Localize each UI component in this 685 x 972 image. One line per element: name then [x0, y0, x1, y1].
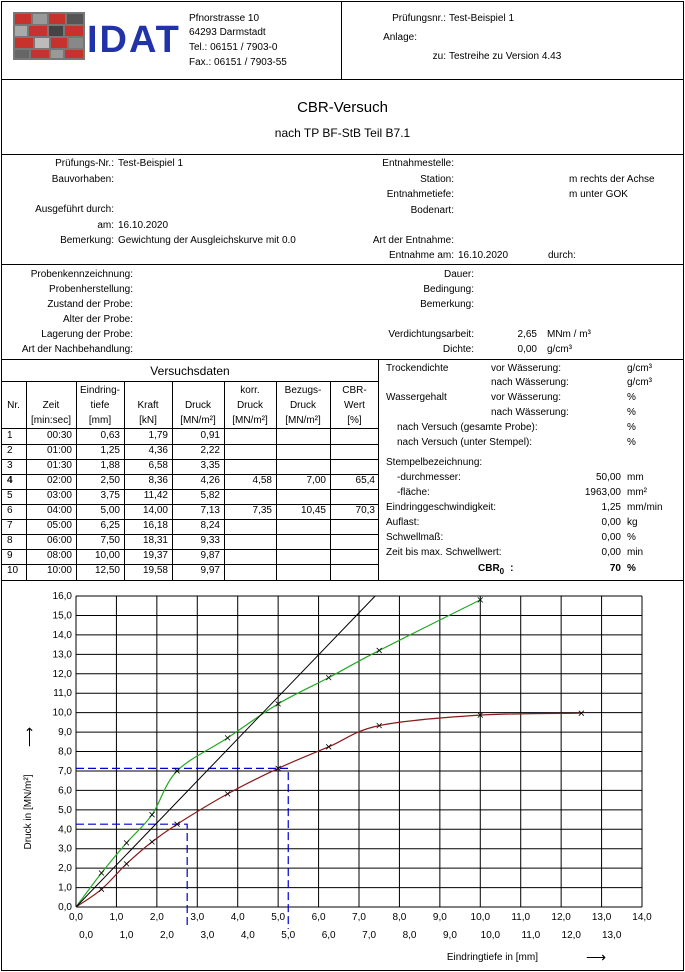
x-tick-label: 2,0: [149, 912, 164, 923]
table-header-cell: [mm]: [88, 415, 112, 426]
flaeche-value: 1963,00: [584, 487, 621, 498]
art-entnahme-label: Art der Entnahme:: [372, 235, 454, 246]
y-tick-label: 4,0: [58, 824, 72, 836]
bodenart-label: Bodenart:: [410, 205, 454, 216]
schwellmass-value: 0,00: [601, 532, 621, 543]
table-row-number: 4: [7, 475, 13, 486]
series-bezugskurve-point: [124, 840, 129, 845]
company-street: Pfnorstrasse 10: [189, 13, 260, 24]
table-row-number: 2: [7, 445, 13, 456]
y-tick-label: 15,0: [52, 610, 72, 622]
table-header-cell: [min:sec]: [30, 415, 71, 426]
x-tick-label: 13,0: [591, 912, 612, 923]
cbr-chart: [0, 580, 685, 970]
y-tick-label: 8,0: [58, 746, 72, 758]
x-tick-label: 9,0: [432, 912, 447, 923]
table-cell: 5,82: [200, 490, 220, 501]
table-cell: 0,91: [200, 430, 220, 441]
station-unit: m rechts der Achse: [569, 174, 655, 185]
x-tick-label-shifted: 9,0: [443, 930, 457, 941]
table-cell: 0,63: [100, 430, 120, 441]
y-tick-label: 14,0: [52, 629, 72, 641]
logo-mosaic-icon: [13, 12, 85, 60]
table-row-number: 1: [7, 430, 13, 441]
table-cell: 70,3: [355, 505, 375, 516]
x-tick-label: 14,0: [632, 912, 652, 923]
table-cell: 9,97: [200, 565, 220, 576]
table-cell: 11,42: [143, 490, 168, 501]
x-tick-label-shifted: 10,0: [480, 930, 501, 941]
table-row-number: 9: [7, 550, 13, 561]
x-tick-label-shifted: 11,0: [521, 930, 541, 941]
x-tick-label-shifted: 4,0: [240, 930, 255, 941]
cbr-subscript: 0: [499, 567, 505, 576]
table-cell: 6,25: [100, 520, 120, 531]
y-tick-label: 2,0: [58, 863, 72, 875]
zu-value: Testreihe zu Version 4.43: [449, 51, 562, 62]
y-tick-label: 9,0: [58, 727, 72, 739]
y-tick-label: 5,0: [58, 804, 72, 816]
table-cell: 7,35: [252, 505, 272, 516]
series-messwerte-point: [225, 791, 230, 796]
cbr-label: $CBR_0$ :: [478, 563, 514, 576]
zu-label: zu:: [432, 51, 446, 62]
dichte-label: Dichte:: [442, 344, 474, 355]
versuchsdaten-title: Versuchsdaten: [150, 364, 230, 378]
bauvorhaben-label: Bauvorhaben:: [51, 174, 114, 185]
table-cell: 04:00: [46, 505, 72, 516]
probenherstellung-label: Probenherstellung:: [49, 284, 133, 295]
wassergehalt-nach-unit: %: [627, 407, 636, 418]
table-row-number: 10: [7, 565, 19, 576]
entnahmestelle-label: Entnahmestelle:: [382, 158, 454, 169]
bemerkung-value: Gewichtung der Ausgleichskurve mit 0.0: [118, 235, 296, 246]
table-header-cell: tiefe: [90, 400, 110, 411]
table-cell: 2,22: [200, 445, 220, 456]
table-cell: 19,58: [142, 565, 168, 576]
table-cell: 19,37: [142, 550, 168, 561]
table-cell: 3,35: [200, 460, 220, 471]
durchmesser-unit: mm: [627, 472, 644, 483]
y-tick-label: 6,0: [58, 785, 72, 797]
table-header-cell: Kraft: [137, 400, 159, 411]
table-cell: 16,18: [142, 520, 168, 531]
x-tick-label-shifted: 3,0: [200, 930, 215, 941]
geschwindigkeit-label: Eindringgeschwindigkeit:: [386, 502, 497, 513]
table-header-cell: [MN/m²]: [285, 415, 321, 426]
table-cell: 1,79: [148, 430, 168, 441]
table-cell: 7,13: [200, 505, 220, 516]
nachbehandlung-label: Art der Nachbehandlung:: [21, 344, 133, 355]
table-cell: 4,36: [148, 445, 168, 456]
table-cell: 10:00: [46, 565, 72, 576]
zustand-label: Zustand der Probe:: [47, 299, 133, 310]
x-tick-label-shifted: 13,0: [601, 930, 622, 941]
y-axis-label: Druck in [MN/m²]: [23, 774, 34, 850]
table-row-number: 7: [7, 520, 13, 531]
x-axis-label: Eindringtiefe in [mm]: [446, 952, 538, 963]
table-cell: 8,36: [148, 475, 168, 486]
company-city: 64293 Darmstadt: [189, 27, 266, 38]
table-cell: 10,00: [94, 550, 120, 561]
geschwindigkeit-unit: mm/min: [627, 502, 663, 513]
table-header-cell: [kN]: [139, 415, 157, 426]
table-header-cell: Zeit: [42, 400, 60, 411]
table-cell: 2,50: [100, 475, 120, 486]
table-cell: 00:30: [46, 430, 72, 441]
cbr-unit: %: [627, 563, 636, 574]
title-main: CBR-Versuch: [297, 99, 388, 116]
wassergehalt-nach-label: nach Wässerung:: [491, 407, 569, 418]
wassergehalt-vor-label: vor Wässerung:: [491, 392, 562, 403]
am-label: am:: [97, 220, 114, 231]
am-value: 16.10.2020: [118, 220, 169, 231]
durch-label: durch:: [548, 250, 576, 261]
table-row-number: 5: [7, 490, 13, 501]
entnahmetiefe-label: Entnahmetiefe:: [386, 189, 454, 200]
x-tick-label: 0,0: [69, 912, 83, 923]
dauer-label: Dauer:: [443, 269, 474, 280]
y-tick-label: 7,0: [58, 765, 72, 777]
durchmesser-label: -durchmesser:: [397, 472, 461, 483]
trockendichte-nach-unit: g/cm³: [627, 377, 652, 388]
wassergehalt-vor-unit: %: [627, 392, 636, 403]
table-cell: 1,88: [100, 460, 120, 471]
table-cell: 9,87: [200, 550, 220, 561]
trockendichte-vor-unit: g/cm³: [627, 363, 652, 374]
x-tick-label-shifted: 2,0: [160, 930, 174, 941]
table-header-cell: Nr.: [7, 400, 20, 411]
wassergehalt-label: Wassergehalt: [386, 392, 447, 403]
schwellmass-unit: %: [627, 532, 636, 543]
table-cell: 10,45: [300, 505, 326, 516]
lagerung-label: Lagerung der Probe:: [41, 329, 133, 340]
table-header-cell: [%]: [347, 415, 362, 426]
table-cell: 8,24: [200, 520, 220, 531]
geschwindigkeit-value: 1,25: [601, 502, 621, 513]
x-tick-label: 5,0: [271, 912, 286, 923]
trockendichte-vor-label: vor Wässerung:: [491, 363, 562, 374]
ausgefuehrt-label: Ausgeführt durch:: [35, 204, 114, 215]
table-header-cell: Eindring-: [79, 385, 121, 396]
table-row-number: 8: [7, 535, 13, 546]
table-cell: 7,00: [306, 475, 326, 486]
table-header-cell: Druck: [236, 400, 264, 411]
table-cell: 9,33: [200, 535, 220, 546]
table-row-number: 3: [7, 460, 13, 471]
x-tick-label: 11,0: [511, 912, 531, 923]
series-messwerte-point: [326, 744, 331, 749]
verdichtungsarbeit-unit: MNm / m³: [547, 329, 591, 340]
table-cell: 03:00: [46, 490, 72, 501]
station-label: Station:: [420, 174, 454, 185]
x-tick-label-shifted: 6,0: [321, 930, 336, 941]
table-cell: 6,58: [148, 460, 168, 471]
x-tick-label-shifted: 8,0: [402, 930, 417, 941]
nach-versuch-unter-label: nach Versuch (unter Stempel):: [397, 437, 533, 448]
zeit-schwell-label: Zeit bis max. Schwellwert:: [386, 547, 502, 558]
probe-bemerkung-label: Bemerkung:: [420, 299, 474, 310]
table-cell: 12,50: [94, 565, 120, 576]
verdichtungsarbeit-value: 2,65: [517, 329, 537, 340]
x-tick-label: 8,0: [392, 912, 407, 923]
dichte-value: 0,00: [517, 344, 537, 355]
x-tick-label: 12,0: [551, 912, 571, 923]
table-cell: 3,75: [100, 490, 120, 501]
y-tick-label: 13,0: [52, 649, 72, 661]
table-cell: 18,31: [142, 535, 168, 546]
x-tick-label-shifted: 1,0: [119, 930, 134, 941]
company-logo: [13, 12, 183, 62]
y-tick-label: 12,0: [52, 668, 72, 680]
table-cell: 14,00: [142, 505, 168, 516]
nach-versuch-gesamt-label: nach Versuch (gesamte Probe):: [397, 422, 538, 433]
x-tick-label-shifted: 7,0: [362, 930, 377, 941]
zeit-schwell-value: 0,00: [601, 547, 621, 558]
table-row-number: 6: [7, 505, 13, 516]
x-axis-arrow-icon: ⟶: [586, 949, 607, 965]
auflast-label: Auflast:: [386, 517, 420, 528]
table-cell: 5,00: [100, 505, 120, 516]
trockendichte-nach-label: nach Wässerung:: [491, 377, 569, 388]
y-tick-label: 11,0: [53, 688, 72, 700]
verdichtungsarbeit-label: Verdichtungsarbeit:: [388, 329, 474, 340]
series-bezugskurve-point: [150, 812, 155, 817]
table-header-cell: korr.: [240, 385, 260, 396]
table-header-cell: Druck: [184, 400, 212, 411]
auflast-unit: kg: [627, 517, 638, 528]
table-header-cell: [MN/m²]: [232, 415, 268, 426]
flaeche-label: -fläche:: [397, 487, 430, 498]
series-messwerte-point: [150, 839, 155, 844]
entnahme-am-label: Entnahme am:: [388, 250, 454, 261]
auflast-value: 0,00: [601, 517, 621, 528]
series-bezugskurve-point: [377, 648, 382, 653]
guide-line: [76, 824, 187, 929]
bemerkung-label: Bemerkung:: [60, 235, 114, 246]
series-messwerte-point: [124, 861, 129, 866]
anlage-label: Anlage:: [383, 32, 417, 43]
y-tick-label: 16,0: [52, 591, 72, 602]
pruefungs-nr-label: Prüfungs-Nr.:: [55, 158, 114, 169]
nach-versuch-unter-unit: %: [627, 437, 636, 448]
table-cell: 7,50: [100, 535, 120, 546]
y-tick-label: 10,0: [52, 707, 72, 719]
table-cell: 1,25: [100, 445, 120, 456]
schwellmass-label: Schwellmaß:: [386, 532, 444, 543]
bedingung-label: Bedingung:: [423, 284, 474, 295]
table-cell: 01:30: [46, 460, 72, 471]
table-header-cell: [MN/m²]: [180, 415, 216, 426]
x-tick-label: 3,0: [190, 912, 205, 923]
company-tel: Tel.: 06151 / 7903-0: [189, 42, 278, 53]
table-cell: 01:00: [46, 445, 72, 456]
title-box: [1, 79, 684, 155]
title-sub: nach TP BF-StB Teil B7.1: [274, 126, 411, 140]
table-header-cell: CBR-: [342, 385, 367, 396]
probenkennzeichnung-label: Probenkennzeichnung:: [30, 269, 133, 280]
x-tick-label: 7,0: [352, 912, 366, 923]
x-tick-label: 4,0: [230, 912, 245, 923]
y-axis-arrow-icon: ⟶: [21, 726, 37, 747]
x-tick-label: 1,0: [109, 912, 124, 923]
logo-text: IDAT: [87, 19, 181, 61]
table-header-cell: Wert: [344, 400, 365, 411]
table-cell: 06:00: [46, 535, 72, 546]
pruefungs-nr-value: Test-Beispiel 1: [118, 158, 184, 169]
table-header-cell: Druck: [289, 400, 317, 411]
series-bezugskurve-point: [99, 870, 104, 875]
x-tick-label-shifted: 12,0: [561, 930, 581, 941]
table-cell: 4,58: [252, 475, 272, 486]
x-tick-label: 6,0: [311, 912, 326, 923]
entnahmetiefe-unit: m unter GOK: [569, 189, 628, 200]
y-tick-label: 1,0: [58, 882, 72, 894]
pruefungsnr-label: Prüfungsnr.:: [392, 13, 446, 24]
dichte-unit: g/cm³: [547, 344, 572, 355]
stempel-label: Stempelbezeichnung:: [386, 457, 483, 468]
y-tick-label: 3,0: [58, 843, 72, 855]
table-cell: 4,26: [200, 475, 220, 486]
alter-label: Alter der Probe:: [62, 314, 133, 325]
table-cell: 02:00: [46, 475, 72, 486]
table-cell: 65,4: [355, 475, 375, 486]
flaeche-unit: mm²: [627, 487, 647, 498]
table-header-cell: Bezugs-: [284, 385, 322, 396]
entnahme-am-value: 16.10.2020: [458, 250, 509, 261]
table-cell: 05:00: [46, 520, 72, 531]
x-tick-label-shifted: 0,0: [79, 930, 94, 941]
trockendichte-label: Trockendichte: [386, 363, 449, 374]
nach-versuch-gesamt-unit: %: [627, 422, 636, 433]
table-cell: 08:00: [46, 550, 72, 561]
series-bezugskurve-point: [225, 735, 230, 740]
series-bezugskurve-point: [326, 675, 331, 680]
x-tick-label: 10,0: [470, 912, 491, 923]
company-fax: Fax.: 06151 / 7903-55: [189, 57, 287, 68]
cbr-value: 70: [609, 563, 621, 574]
durchmesser-value: 50,00: [595, 472, 621, 483]
pruefungsnr-value: Test-Beispiel 1: [449, 13, 515, 24]
x-tick-label-shifted: 5,0: [281, 930, 296, 941]
zeit-schwell-unit: min: [627, 547, 644, 558]
y-tick-label: 0,0: [58, 902, 72, 913]
header-divider: [341, 1, 342, 80]
